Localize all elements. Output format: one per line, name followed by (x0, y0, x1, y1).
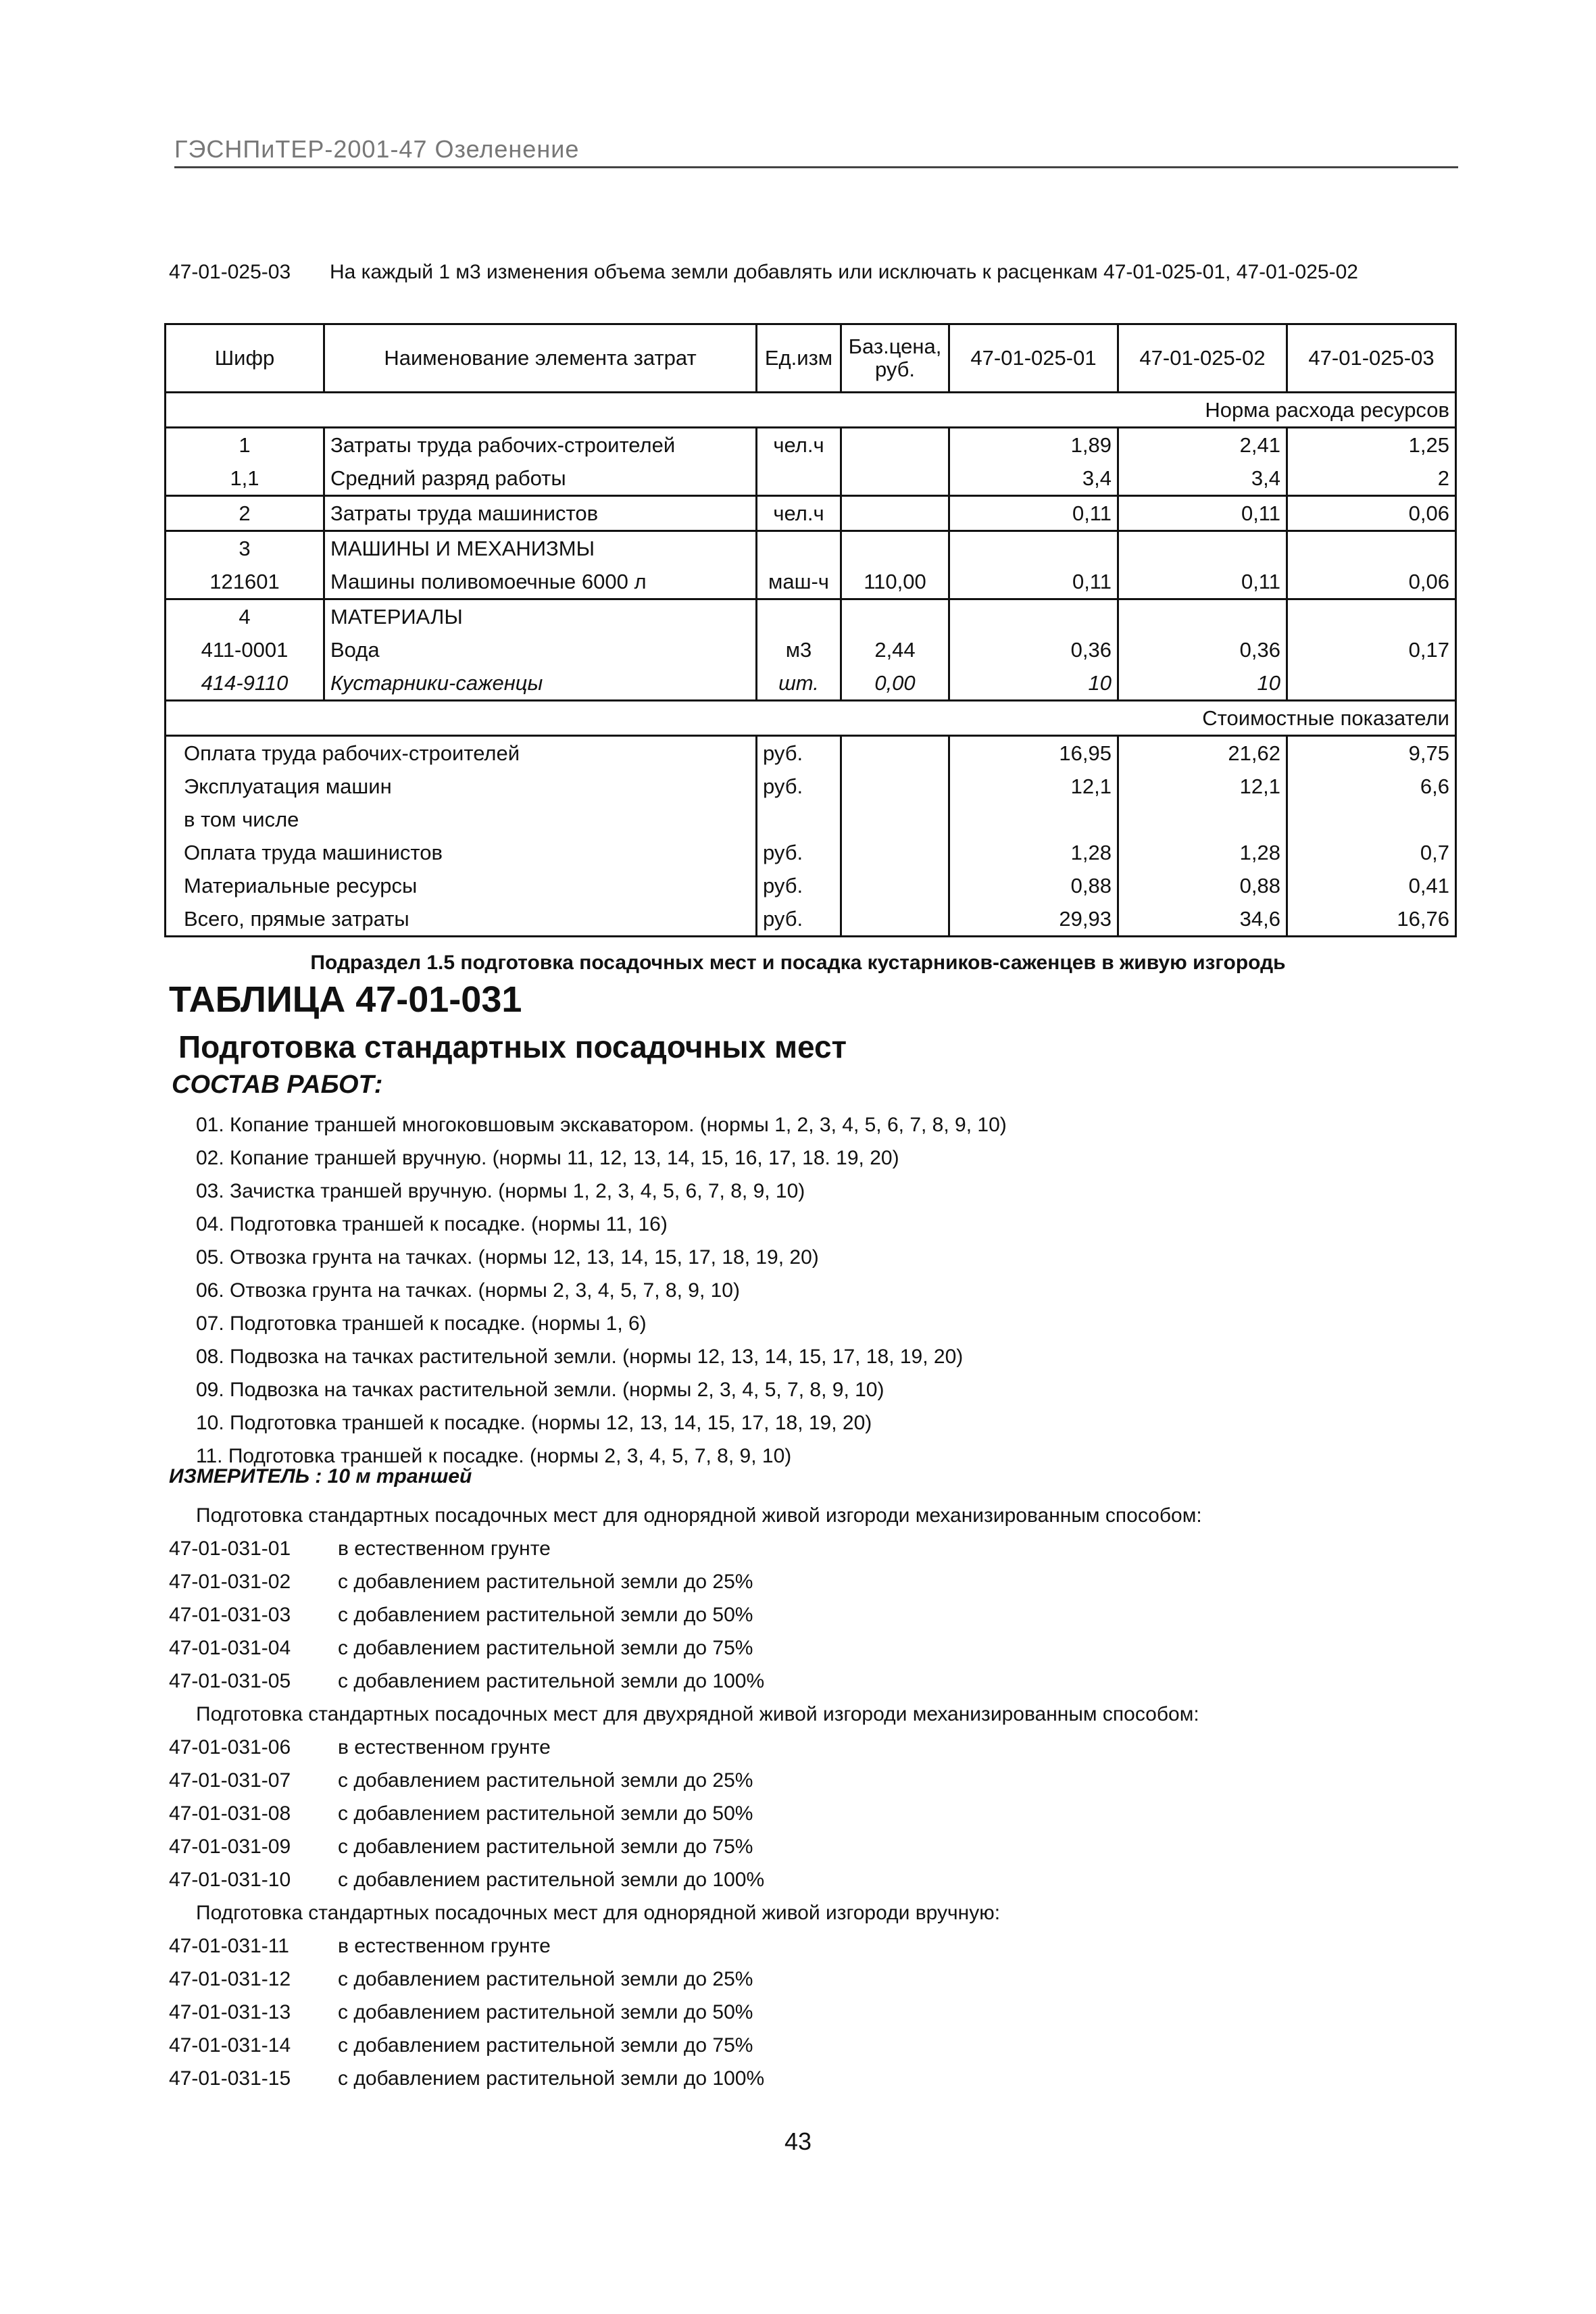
group-title: Подготовка стандартных посадочных мест для однорядной живой изгороди вручную: (196, 1902, 1001, 1924)
col-header-025-02: 47-01-025-02 (1118, 324, 1287, 393)
table-row: 4 МАТЕРИАЛЫ (166, 599, 1456, 634)
page-number: 43 (784, 2127, 812, 2155)
table-name: ТАБЛИЦА 47-01-031 (169, 979, 522, 1020)
list-item: 08. Подвозка на тачках растительной земли. (нормы 12, 13, 14, 15, 17, 18, 19, 20) (196, 1346, 964, 1368)
table-row: 2 Затраты труда машинистов чел.ч 0,11 0,11 0,06 (166, 496, 1456, 531)
table-row: 411-0001 Вода м3 2,44 0,36 0,36 0,17 (166, 633, 1456, 666)
cost-row: Оплата труда машинистов руб. 1,28 1,28 0,7 (166, 836, 1456, 869)
list-item: 01. Копание траншей многоковшовым экскаватором. (нормы 1, 2, 3, 4, 5, 6, 7, 8, 9, 10) (196, 1114, 1007, 1136)
works-list (196, 1108, 1007, 1473)
list-item: 47-01-031-05 с добавлением растительной земли до 100% (169, 1670, 765, 1692)
list-item: 07. Подготовка траншей к посадке. (нормы 1, 6) (196, 1312, 647, 1335)
table-header-row (166, 324, 1456, 393)
table-row: 1 Затраты труда рабочих-строителей чел.ч 1,89 2,41 1,25 (166, 428, 1456, 462)
list-item: 47-01-031-11 в естественном грунте (169, 1935, 551, 1957)
group-title: Подготовка стандартных посадочных мест для двухрядной живой изгороди механизированным способом: (196, 1703, 1199, 1725)
list-item: 47-01-031-09 с добавлением растительной земли до 75% (169, 1836, 753, 1858)
list-item: 47-01-031-12 с добавлением растительной земли до 25% (169, 1968, 753, 1990)
table-row: 414-9110 Кустарники-саженцы шт. 0,00 10 10 (166, 666, 1456, 701)
running-header: ГЭСНПиТЕР-2001-47 Озеленение (174, 135, 1458, 168)
table-title: Подготовка стандартных посадочных мест (178, 1029, 847, 1064)
col-header-025-03: 47-01-025-03 (1287, 324, 1456, 393)
norma-label-row (166, 393, 1456, 428)
norma-label: Норма расхода ресурсов (166, 393, 1456, 428)
col-header-name: Наименование элемента затрат (324, 324, 757, 393)
list-item: 02. Копание траншей вручную. (нормы 11, 12, 13, 14, 15, 16, 17, 18. 19, 20) (196, 1147, 899, 1169)
list-item: 47-01-031-14 с добавлением растительной земли до 75% (169, 2034, 753, 2057)
list-item: 47-01-031-06 в естественном грунте (169, 1736, 551, 1758)
col-header-price: Баз.цена, руб. (841, 324, 949, 393)
list-item: 47-01-031-07 с добавлением растительной земли до 25% (169, 1769, 753, 1792)
table-row: 3 МАШИНЫ И МЕХАНИЗМЫ (166, 531, 1456, 566)
cost-label: Стоимостные показатели (166, 701, 1456, 736)
list-item: 47-01-031-01 в естественном грунте (169, 1537, 551, 1560)
col-header-unit: Ед.изм (757, 324, 841, 393)
list-item: 47-01-031-15 с добавлением растительной земли до 100% (169, 2067, 765, 2090)
list-item: 03. Зачистка траншей вручную. (нормы 1, 2, 3, 4, 5, 6, 7, 8, 9, 10) (196, 1180, 805, 1202)
cost-row: Оплата труда рабочих-строителей руб. 16,95 21,62 9,75 (166, 736, 1456, 770)
resource-table (164, 323, 1457, 937)
list-item: 06. Отвозка грунта на тачках. (нормы 2, 3, 4, 5, 7, 8, 9, 10) (196, 1279, 740, 1302)
col-header-025-01: 47-01-025-01 (949, 324, 1118, 393)
list-item: 47-01-031-02 с добавлением растительной земли до 25% (169, 1571, 753, 1593)
list-item: 10. Подготовка траншей к посадке. (нормы 12, 13, 14, 15, 17, 18, 19, 20) (196, 1412, 872, 1434)
table-row: 1,1 Средний разряд работы 3,4 3,4 2 (166, 462, 1456, 496)
list-item: 47-01-031-08 с добавлением растительной земли до 50% (169, 1802, 753, 1825)
cost-label-row (166, 701, 1456, 736)
col-header-code: Шифр (166, 324, 324, 393)
list-item: 47-01-031-03 с добавлением растительной земли до 50% (169, 1604, 753, 1626)
cost-row: Всего, прямые затраты руб. 29,93 34,6 16,76 (166, 902, 1456, 937)
group-title: Подготовка стандартных посадочных мест для однорядной живой изгороди механизированным способом: (196, 1504, 1202, 1527)
intro-line (169, 261, 1453, 284)
list-item: 09. Подвозка на тачках растительной земли. (нормы 2, 3, 4, 5, 7, 8, 9, 10) (196, 1379, 884, 1401)
list-item: 47-01-031-04 с добавлением растительной земли до 75% (169, 1637, 753, 1659)
cost-row: в том числе (166, 803, 1456, 836)
list-item: 04. Подготовка траншей к посадке. (нормы 11, 16) (196, 1213, 668, 1235)
list-item: 47-01-031-13 с добавлением растительной земли до 50% (169, 2001, 753, 2023)
table-row: 121601 Машины поливомоечные 6000 л маш-ч 110,00 0,11 0,11 0,06 (166, 565, 1456, 599)
list-item: 05. Отвозка грунта на тачках. (нормы 12, 13, 14, 15, 17, 18, 19, 20) (196, 1246, 819, 1269)
cost-row: Эксплуатация машин руб. 12,1 12,1 6,6 (166, 770, 1456, 803)
measure-unit: ИЗМЕРИТЕЛЬ : 10 м траншей (169, 1465, 472, 1487)
list-item: 47-01-031-10 с добавлением растительной земли до 100% (169, 1869, 765, 1891)
cost-row: Материальные ресурсы руб. 0,88 0,88 0,41 (166, 869, 1456, 902)
intro-text: На каждый 1 м3 изменения объема земли добавлять или исключать к расценкам 47-01-025-01, 47-01-025-02 (330, 261, 1358, 283)
list-item: 11. Подготовка траншей к посадке. (нормы 2, 3, 4, 5, 7, 8, 9, 10) (196, 1445, 792, 1467)
subsection-title: Подраздел 1.5 подготовка посадочных мест и посадка кустарников-саженцев в живую изгородь (310, 952, 1286, 974)
intro-code: 47-01-025-03 (169, 261, 291, 283)
rates-list (169, 1499, 1453, 2095)
composition-label: СОСТАВ РАБОТ: (172, 1070, 383, 1099)
